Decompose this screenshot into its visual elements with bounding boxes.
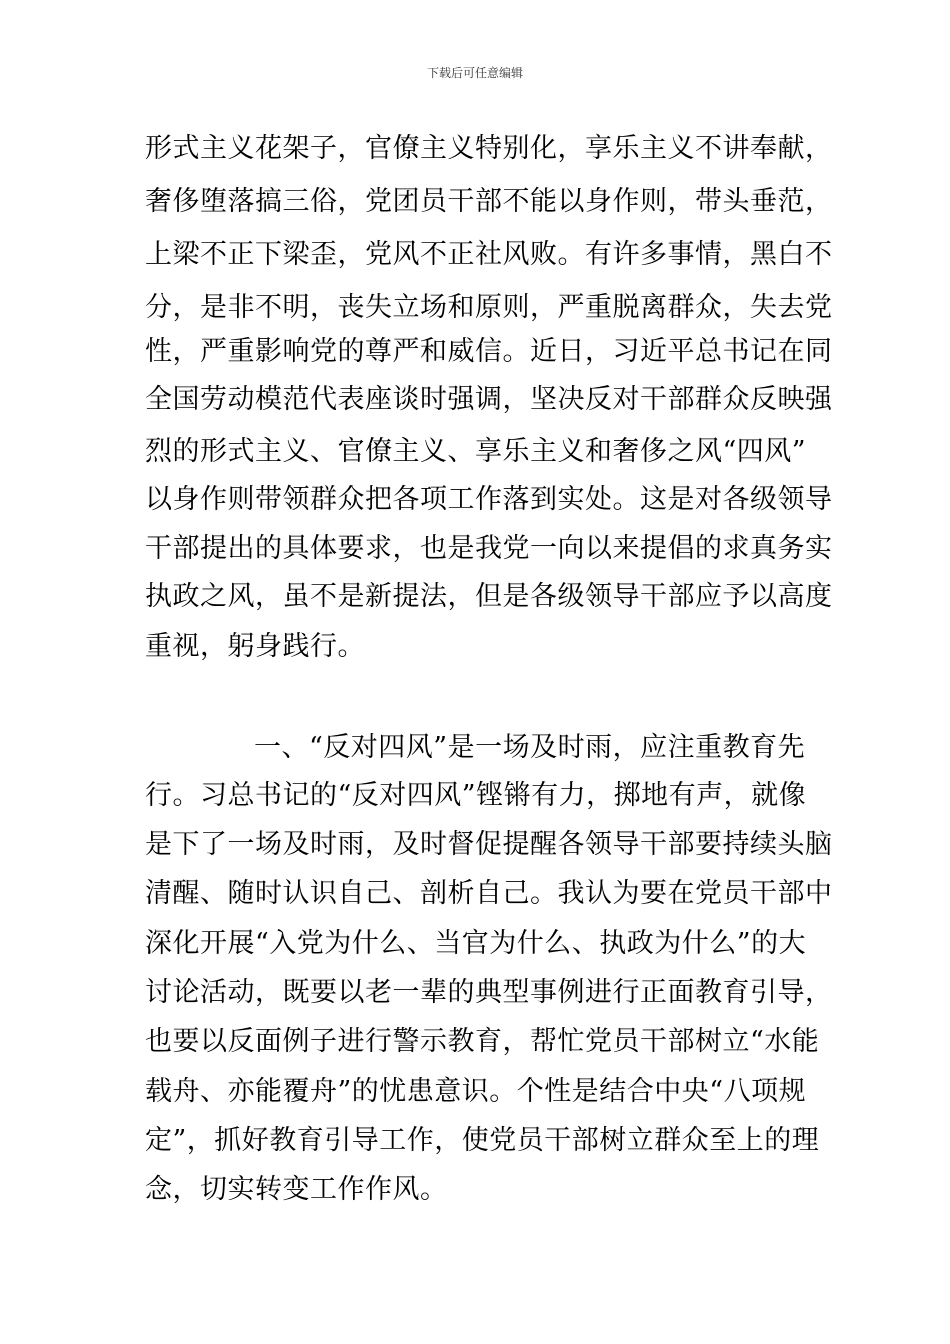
paragraph-1-line: 烈的形式主义、官僚主义、享乐主义和奢侈之风“四风” (145, 436, 807, 467)
section-heading-line: 一、“反对四风”是一场及时雨，应注重教育先 (254, 732, 806, 763)
page-header: 下载后可任意编辑 (426, 66, 523, 80)
paragraph-1-line: 全国劳动模范代表座谈时强调，坚决反对干部群众反映强 (145, 384, 833, 415)
paragraph-1-line: 奢侈堕落搞三俗，党团员干部不能以身作则，带头垂范， (145, 186, 833, 217)
paragraph-1-line: 分，是非不明，丧失立场和原则，严重脱离群众，失去党 (145, 292, 833, 323)
paragraph-2-line: 也要以反面例子进行警示教育，帮忙党员干部树立“水能 (145, 1026, 820, 1057)
paragraph-1-line: 重视，躬身践行。 (145, 631, 365, 662)
paragraph-2-line: 讨论活动，既要以老一辈的典型事例进行正面教育引导， (145, 977, 833, 1008)
paragraph-1-line: 干部提出的具体要求，也是我党一向以来提倡的求真务实 (145, 533, 833, 564)
paragraph-2-line: 行。习总书记的“反对四风”铿锵有力，掷地有声，就像 (145, 780, 807, 811)
paragraph-2-line: 定”，抓好教育引导工作，使党员干部树立群众至上的理 (145, 1125, 820, 1156)
paragraph-1-line: 以身作则带领群众把各项工作落到实处。这是对各级领导 (145, 484, 833, 515)
paragraph-1-line: 上梁不正下梁歪，党风不正社风败。有许多事情，黑白不 (145, 239, 833, 270)
paragraph-1-line: 性，严重影响党的尊严和威信。近日，习近平总书记在同 (145, 336, 833, 367)
paragraph-1-line: 执政之风，虽不是新提法，但是各级领导干部应予以高度 (145, 581, 833, 612)
paragraph-2-line: 载舟、亦能覆舟”的忧患意识。个性是结合中央“八项规 (145, 1076, 807, 1107)
paragraph-2-line: 念，切实转变工作作风。 (145, 1174, 448, 1205)
paragraph-2-line: 是下了一场及时雨，及时督促提醒各领导干部要持续头脑 (145, 829, 833, 860)
paragraph-2-line: 清醒、随时认识自己、剖析自己。我认为要在党员干部中 (145, 878, 833, 909)
paragraph-1-line: 形式主义花架子，官僚主义特别化，享乐主义不讲奉献， (145, 133, 833, 164)
paragraph-2-line: 深化开展“入党为什么、当官为什么、执政为什么”的大 (145, 928, 807, 959)
